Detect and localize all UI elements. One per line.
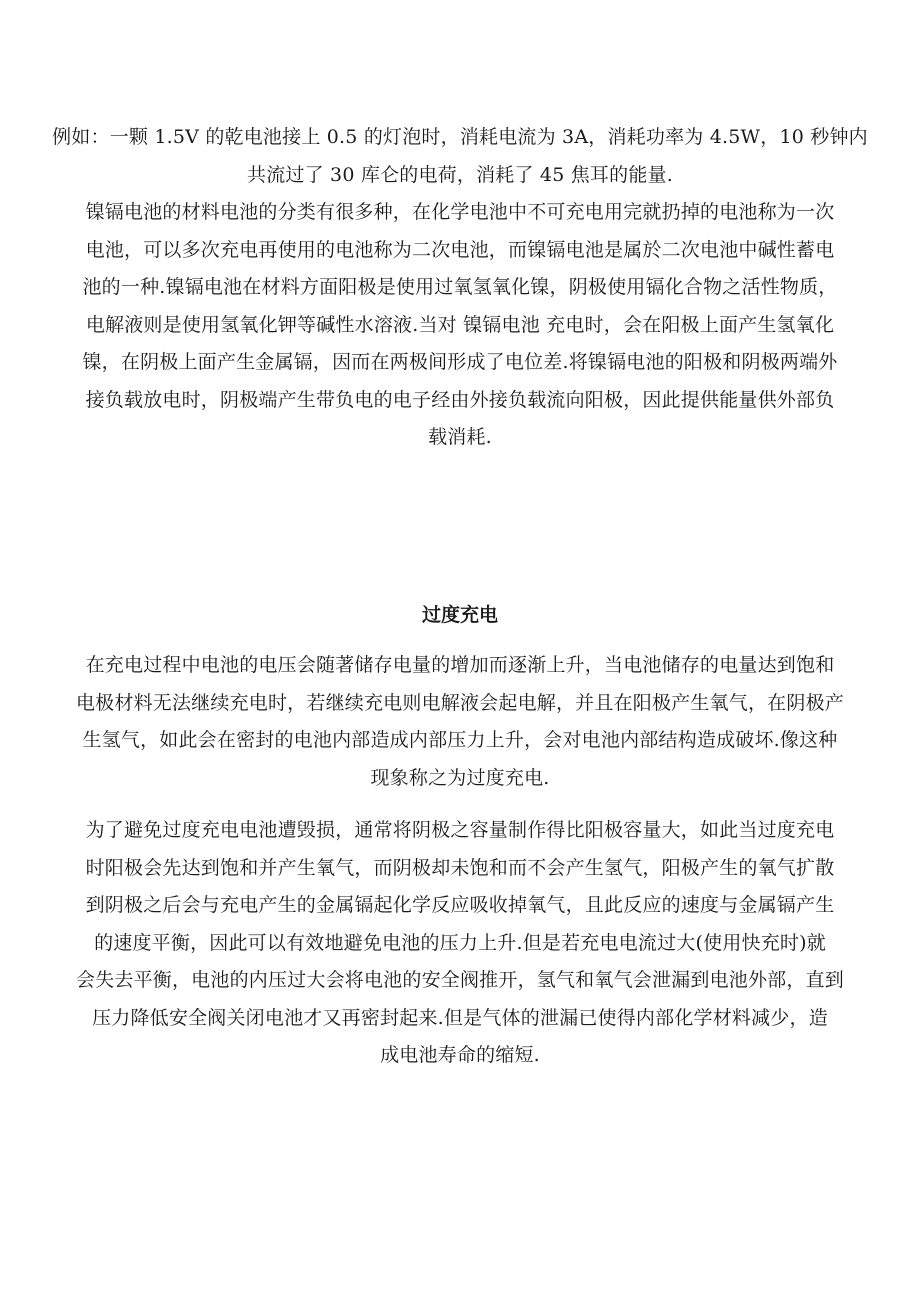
document-page: [30, 0, 890, 1302]
text-line: 镍，在阴极上面产生金属镉，因而在两极间形成了电位差.将镍镉电池的阳极和阴极两端外: [82, 351, 838, 373]
text-line: 为了避免过度充电电池遭毁损，通常将阴极之容量制作得比阳极容量大，如此当过度充电: [85, 819, 835, 841]
text-line: 到阴极之后会与充电产生的金属镉起化学反应吸收掉氧气，且此反应的速度与金属镉产生: [85, 894, 835, 916]
text-line: 电解液则是使用氢氧化钾等碱性水溶液.当对 镍镉电池 充电时，会在阳极上面产生氢氧化: [85, 313, 835, 336]
text-line: 共流过了 30 库仑的电荷，消耗了 45 焦耳的能量.: [247, 163, 673, 186]
text-line: 会失去平衡，电池的内压过大会将电池的安全阀推开，氢气和氧气会泄漏到电池外部，直到: [75, 969, 844, 991]
text-line: 成电池寿命的缩短.: [380, 1044, 540, 1066]
text-line: 电池，可以多次充电再使用的电池称为二次电池，而镍镉电池是属於二次电池中碱性蓄电: [85, 238, 835, 261]
text-line: 生氢气，如此会在密封的电池内部造成内部压力上升，会对电池内部结构造成破坏.像这种: [82, 729, 838, 751]
section-heading-overcharge: 过度充电: [421, 604, 498, 626]
text-line: 接负载放电时，阴极端产生带负电的电子经由外接负载流向阳极，因此提供能量供外部负: [85, 388, 835, 411]
text-line: 时阳极会先达到饱和并产生氧气，而阴极却未饱和而不会产生氢气，阳极产生的氧气扩散: [85, 856, 835, 879]
text-line: 的速度平衡，因此可以有效地避免电池的压力上升.但是若充电电流过大(使用快充时)就: [94, 931, 826, 954]
paragraph-nicad-battery: [30, 194, 890, 457]
text-line: 例如：一颗 1.5V 的乾电池接上 0.5 的灯泡时，消耗电流为 3A，消耗功率为 4.5W，10 秒钟内: [52, 126, 868, 148]
text-line: 在充电过程中电池的电压会随著储存电量的增加而逐渐上升，当电池储存的电量达到饱和: [85, 654, 835, 676]
text-line: 电极材料无法继续充电时，若继续充电则电解液会起电解，并且在阳极产生氧气，在阴极产: [75, 691, 844, 714]
text-line: 压力降低安全阀关闭电池才又再密封起来.但是气体的泄漏已使得内部化学材料减少，造: [92, 1006, 828, 1029]
text-line: 镍镉电池的材料电池的分类有很多种，在化学电池中不可充电用完就扔掉的电池称为一次: [85, 201, 835, 223]
paragraph-example: [30, 119, 890, 194]
paragraph-overcharge: [30, 647, 890, 797]
text-line: 现象称之为过度充电.: [370, 766, 550, 789]
paragraph-avoid-overcharge: [30, 812, 890, 1075]
text-line: 池的一种.镍镉电池在材料方面阳极是使用过氧氢氧化镍，阴极使用镉化合物之活性物质，: [82, 276, 838, 298]
text-line: 载消耗.: [428, 426, 492, 448]
